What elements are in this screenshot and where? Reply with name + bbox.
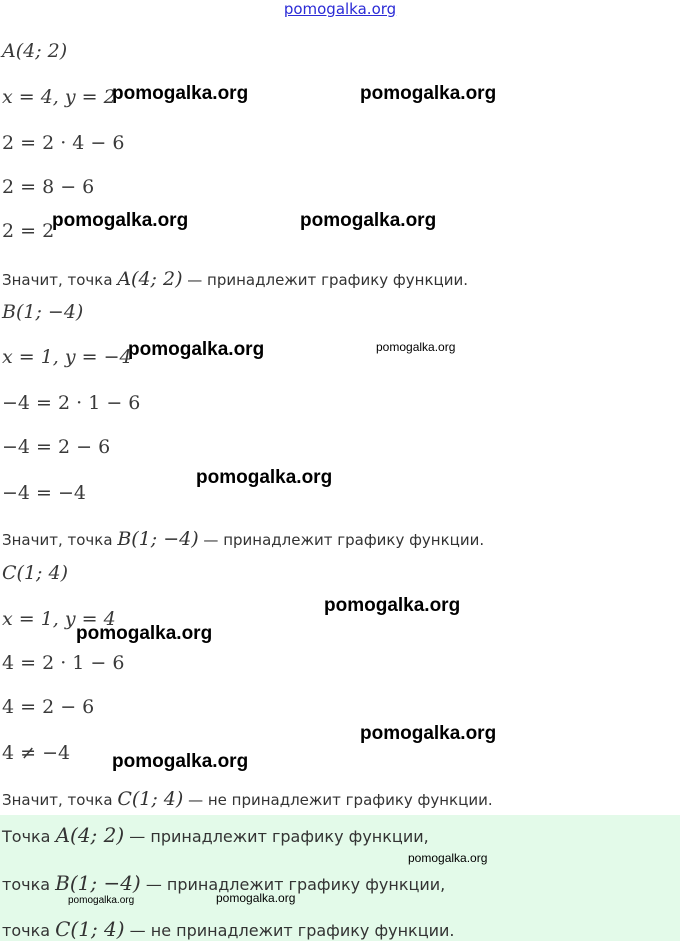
answer-line-3-prefix: точка (2, 921, 51, 940)
point-a-step-2: 2 = 8 − 6 (2, 176, 95, 198)
point-b-step-2: −4 = 2 − 6 (2, 436, 111, 458)
answer-line-2-suffix: — принадлежит графику функции, (145, 875, 446, 894)
answer-line-3-suffix: — не принадлежит графику функции. (129, 921, 455, 940)
watermark: pomogalka.org (408, 851, 488, 865)
watermark: pomogalka.org (196, 467, 333, 488)
answer-line-3-point: C(1; 4) (55, 917, 125, 941)
point-c-conclusion-prefix: Значит, точка (2, 791, 113, 809)
point-c-conclusion-suffix: — не принадлежит графику функции. (188, 791, 493, 809)
point-c-conclusion-point: C(1; 4) (117, 788, 184, 810)
watermark: pomogalka.org (300, 210, 437, 231)
point-c-step-2: 4 = 2 − 6 (2, 696, 95, 718)
point-b-step-1: −4 = 2 · 1 − 6 (2, 392, 141, 414)
point-c-label: C(1; 4) (2, 562, 68, 584)
answer-line-1-prefix: Точка (2, 827, 51, 846)
point-b-substitution: x = 1, y = −4 (2, 346, 132, 368)
point-c-step-1: 4 = 2 · 1 − 6 (2, 652, 125, 674)
point-a-conclusion-point: A(4; 2) (117, 268, 183, 290)
answer-line-2-point: B(1; −4) (55, 871, 141, 895)
watermark: pomogalka.org (360, 723, 497, 744)
point-b-conclusion (2, 528, 484, 550)
point-c-substitution: x = 1, y = 4 (2, 608, 116, 630)
point-b-step-3: −4 = −4 (2, 482, 87, 504)
watermark: pomogalka.org (324, 595, 461, 616)
point-b-conclusion-suffix: — принадлежит графику функции. (203, 531, 485, 549)
point-a-step-3: 2 = 2 (2, 220, 55, 242)
answer-line-2-prefix: точка (2, 875, 51, 894)
watermark: pomogalka.org (360, 83, 497, 104)
site-header-link[interactable]: pomogalka.org (283, 0, 397, 18)
answer-line-3 (2, 917, 455, 941)
point-c-step-3: 4 ≠ −4 (2, 742, 71, 764)
point-a-label: A(4; 2) (2, 40, 68, 62)
watermark: pomogalka.org (112, 751, 249, 772)
answer-line-1-point: A(4; 2) (55, 823, 125, 847)
point-b-conclusion-point: B(1; −4) (117, 528, 199, 550)
point-a-conclusion-suffix: — принадлежит графику функции. (187, 271, 468, 289)
point-a-step-1: 2 = 2 · 4 − 6 (2, 132, 125, 154)
watermark: pomogalka.org (68, 895, 135, 906)
watermark: pomogalka.org (216, 891, 296, 905)
point-a-conclusion-prefix: Значит, точка (2, 271, 113, 289)
answer-box (0, 815, 680, 941)
watermark: pomogalka.org (112, 83, 249, 104)
watermark: pomogalka.org (76, 623, 213, 644)
answer-line-1-suffix: — принадлежит графику функции, (129, 827, 429, 846)
point-a-conclusion (2, 268, 468, 290)
point-c-conclusion (2, 788, 493, 810)
point-b-label: B(1; −4) (2, 301, 84, 323)
point-a-substitution: x = 4, y = 2 (2, 86, 116, 108)
watermark: pomogalka.org (128, 339, 265, 360)
watermark: pomogalka.org (376, 340, 456, 354)
point-b-conclusion-prefix: Значит, точка (2, 531, 113, 549)
watermark: pomogalka.org (52, 210, 189, 231)
answer-line-1 (2, 823, 429, 847)
